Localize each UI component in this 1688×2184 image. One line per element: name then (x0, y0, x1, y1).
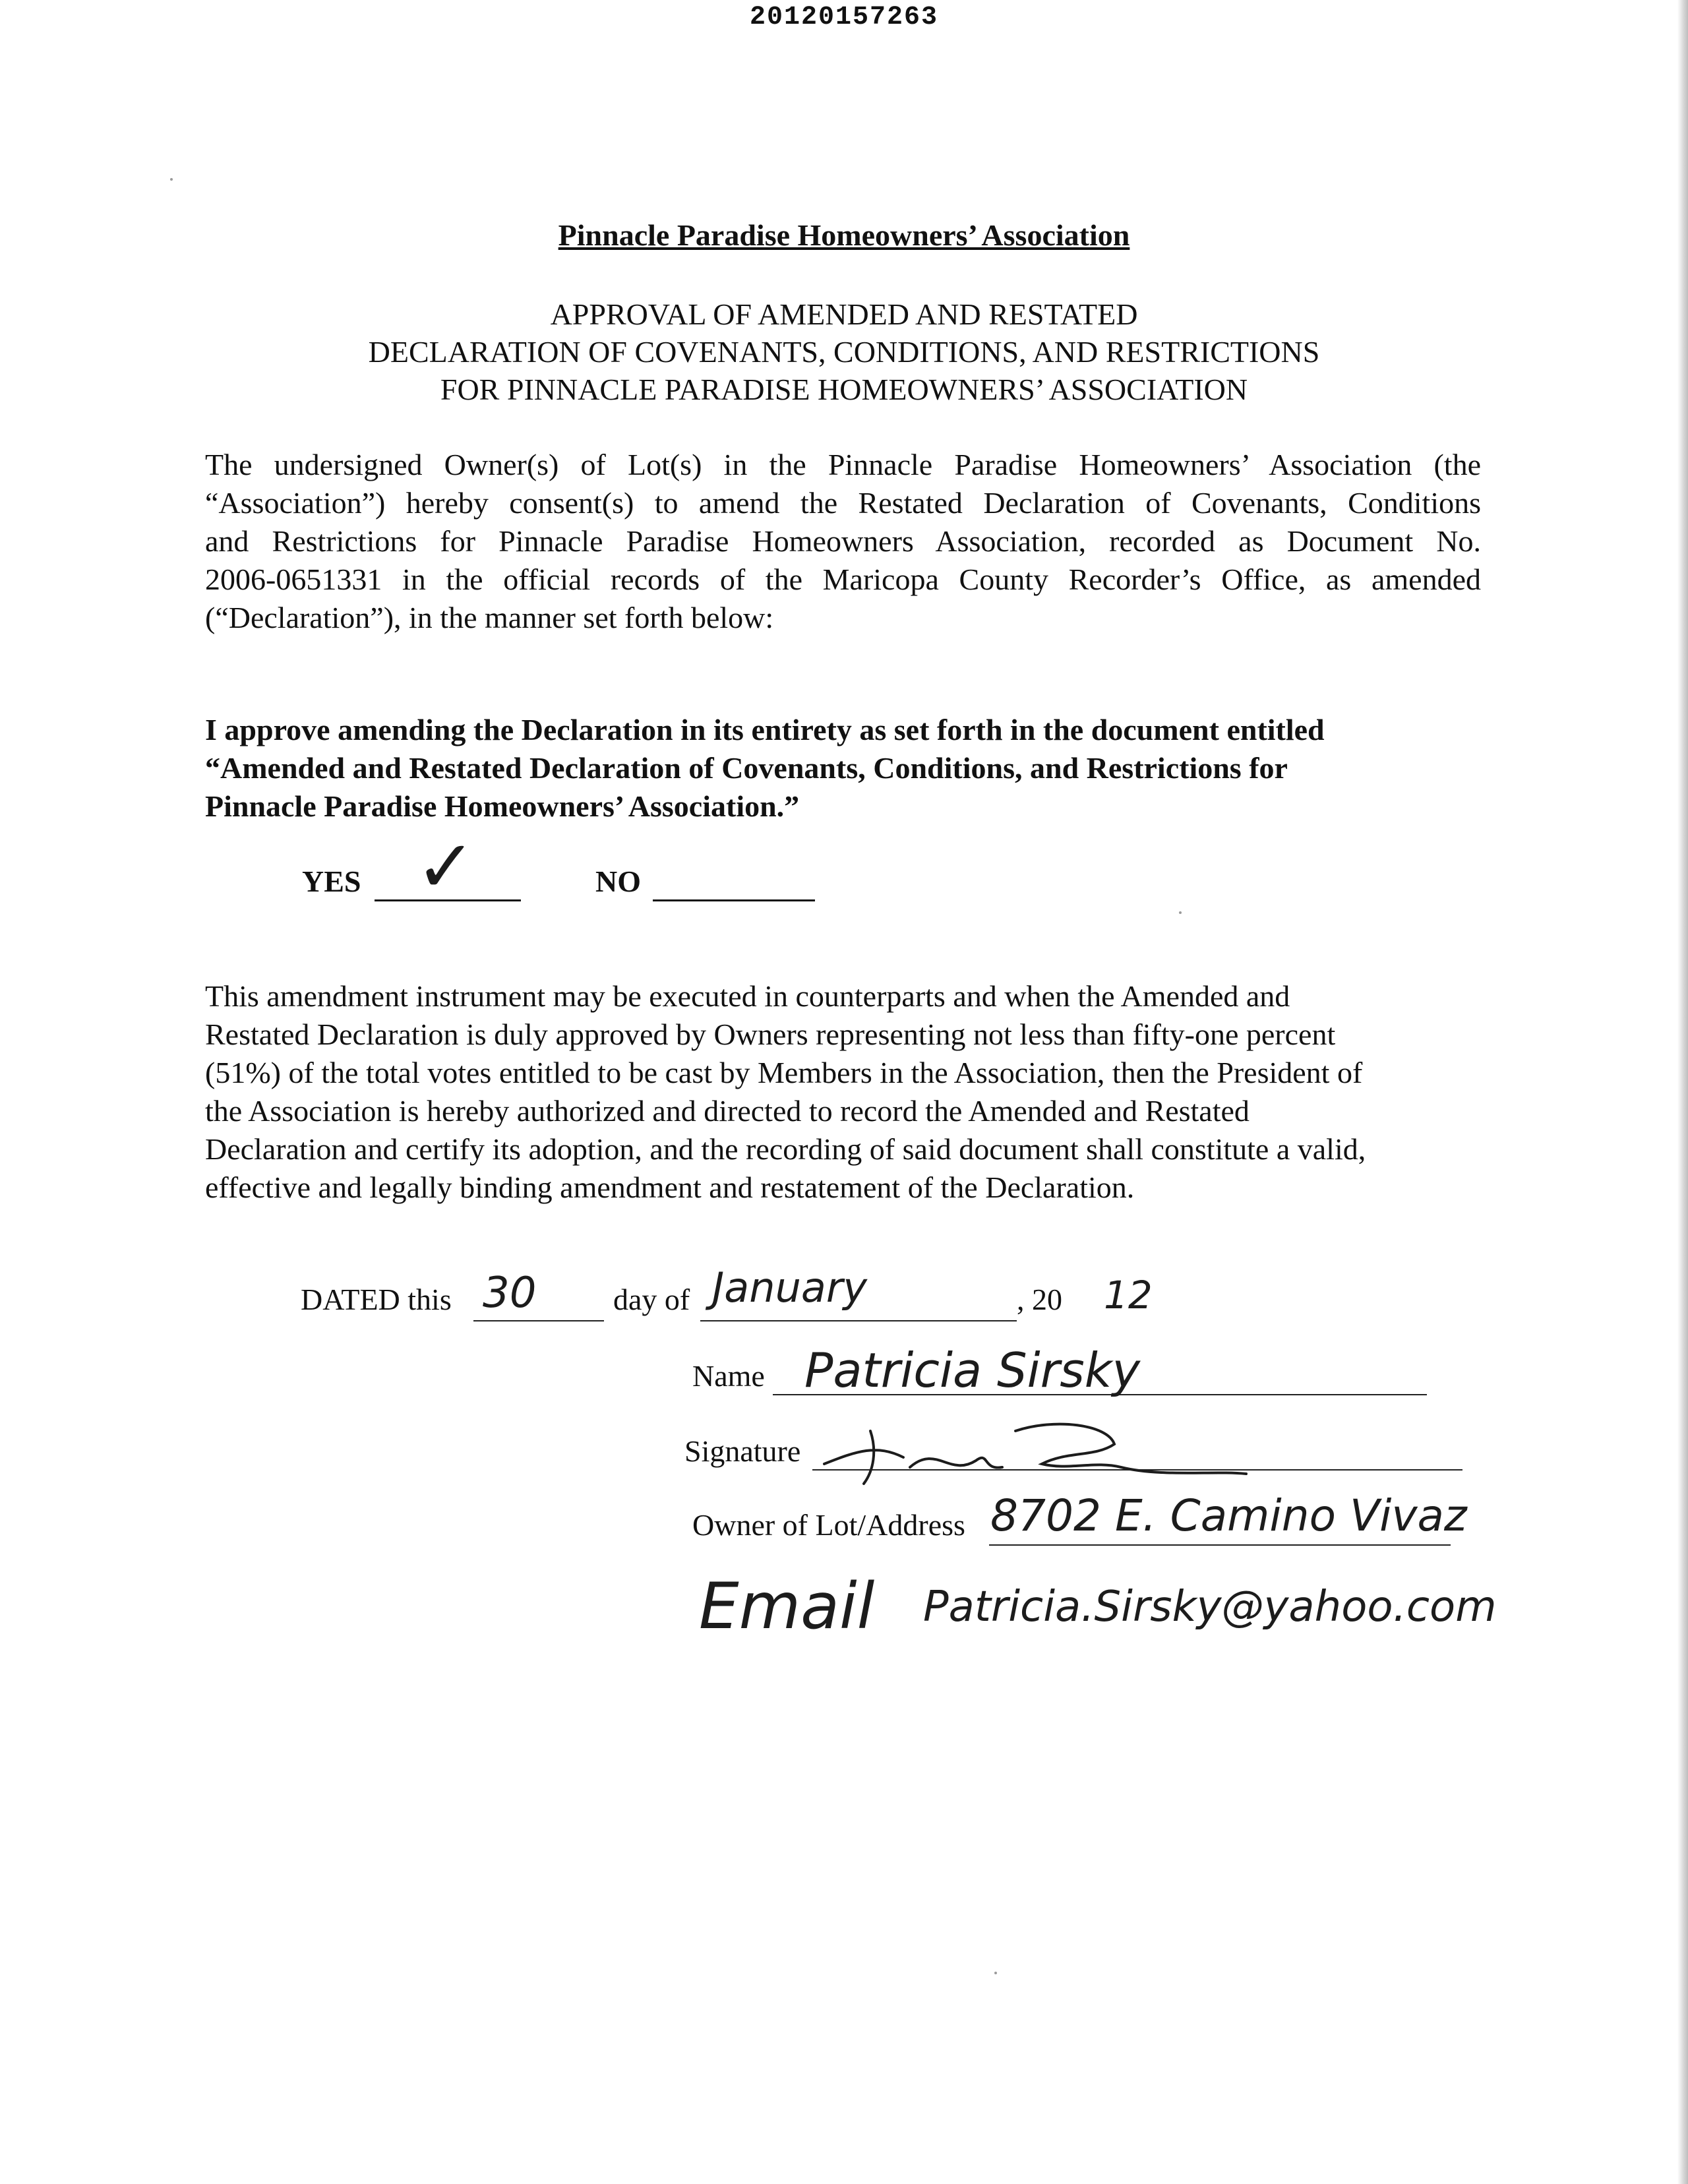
email-label-handwritten: Email (699, 1569, 875, 1643)
intro-line: and Restrictions for Pinnacle Paradise Homeowners Association, recorded as Document No. (205, 524, 1481, 558)
approval-line: I approve amending the Declaration in its entirety as set forth in the document entitled (205, 713, 1325, 746)
name-value: Patricia Sirsky (804, 1343, 1141, 1398)
intro-line: “Association”) hereby consent(s) to amend the Restated Declaration of Covenants, Conditions (205, 486, 1481, 520)
association-title: Pinnacle Paradise Homeowners’ Association (558, 218, 1130, 252)
address-blank-line[interactable] (989, 1544, 1451, 1546)
yes-checkmark: ✓ (415, 824, 477, 909)
email-value: Patricia.Sirsky@yahoo.com (923, 1583, 1497, 1631)
approval-statement (205, 711, 1481, 826)
execution-line: This amendment instrument may be executed in counterparts and when the Amended and (205, 979, 1290, 1013)
intro-line: (“Declaration”), in the manner set forth below: (205, 601, 774, 634)
intro-paragraph (205, 446, 1481, 637)
heading-line: APPROVAL OF AMENDED AND RESTATED (550, 297, 1138, 331)
execution-line: (51%) of the total votes entitled to be cast by Members in the Association, then the President of (205, 1056, 1363, 1089)
execution-line: effective and legally binding amendment and restatement of the Declaration. (205, 1170, 1135, 1204)
handwritten-signature (818, 1405, 1266, 1490)
address-value: 8702 E. Camino Vivaz (990, 1490, 1467, 1541)
dated-prefix: DATED this (301, 1283, 452, 1316)
scan-speck (1179, 911, 1182, 914)
heading-line: FOR PINNACLE PARADISE HOMEOWNERS’ ASSOCIATION (440, 373, 1248, 406)
execution-line: the Association is hereby authorized and directed to record the Amended and Restated (205, 1094, 1250, 1128)
heading-line: DECLARATION OF COVENANTS, CONDITIONS, AND RESTRICTIONS (368, 335, 1320, 369)
name-label: Name (692, 1359, 765, 1393)
day-blank-line[interactable] (473, 1320, 604, 1321)
recording-document-number: 20120157263 (749, 3, 939, 32)
year-value: 12 (1104, 1273, 1153, 1318)
day-value: 30 (483, 1269, 537, 1318)
month-value: January (712, 1263, 868, 1312)
owner-address-label: Owner of Lot/Address (692, 1508, 965, 1542)
day-of-label: day of (613, 1283, 690, 1316)
approval-line: “Amended and Restated Declaration of Covenants, Conditions, and Restrictions for (205, 751, 1288, 785)
year-prefix: , 20 (1017, 1283, 1062, 1316)
scan-speck (994, 1972, 997, 1974)
document-heading (0, 295, 1688, 408)
scan-speck (170, 178, 173, 181)
execution-line: Declaration and certify its adoption, and the recording of said document shall constitute a valid, (205, 1132, 1366, 1166)
signature-label: Signature (684, 1434, 801, 1468)
no-blank-line[interactable] (653, 899, 815, 901)
intro-line: 2006-0651331 in the official records of the Maricopa County Recorder’s Office, as amended (205, 562, 1481, 596)
no-label: NO (595, 864, 641, 898)
intro-line: The undersigned Owner(s) of Lot(s) in the Pinnacle Paradise Homeowners’ Association (the (205, 448, 1481, 481)
month-blank-line[interactable] (700, 1320, 1017, 1321)
yes-label: YES (302, 864, 361, 898)
execution-paragraph (205, 977, 1481, 1207)
execution-line: Restated Declaration is duly approved by Owners representing not less than fifty-one percent (205, 1017, 1336, 1051)
approval-line: Pinnacle Paradise Homeowners’ Association.” (205, 789, 800, 823)
